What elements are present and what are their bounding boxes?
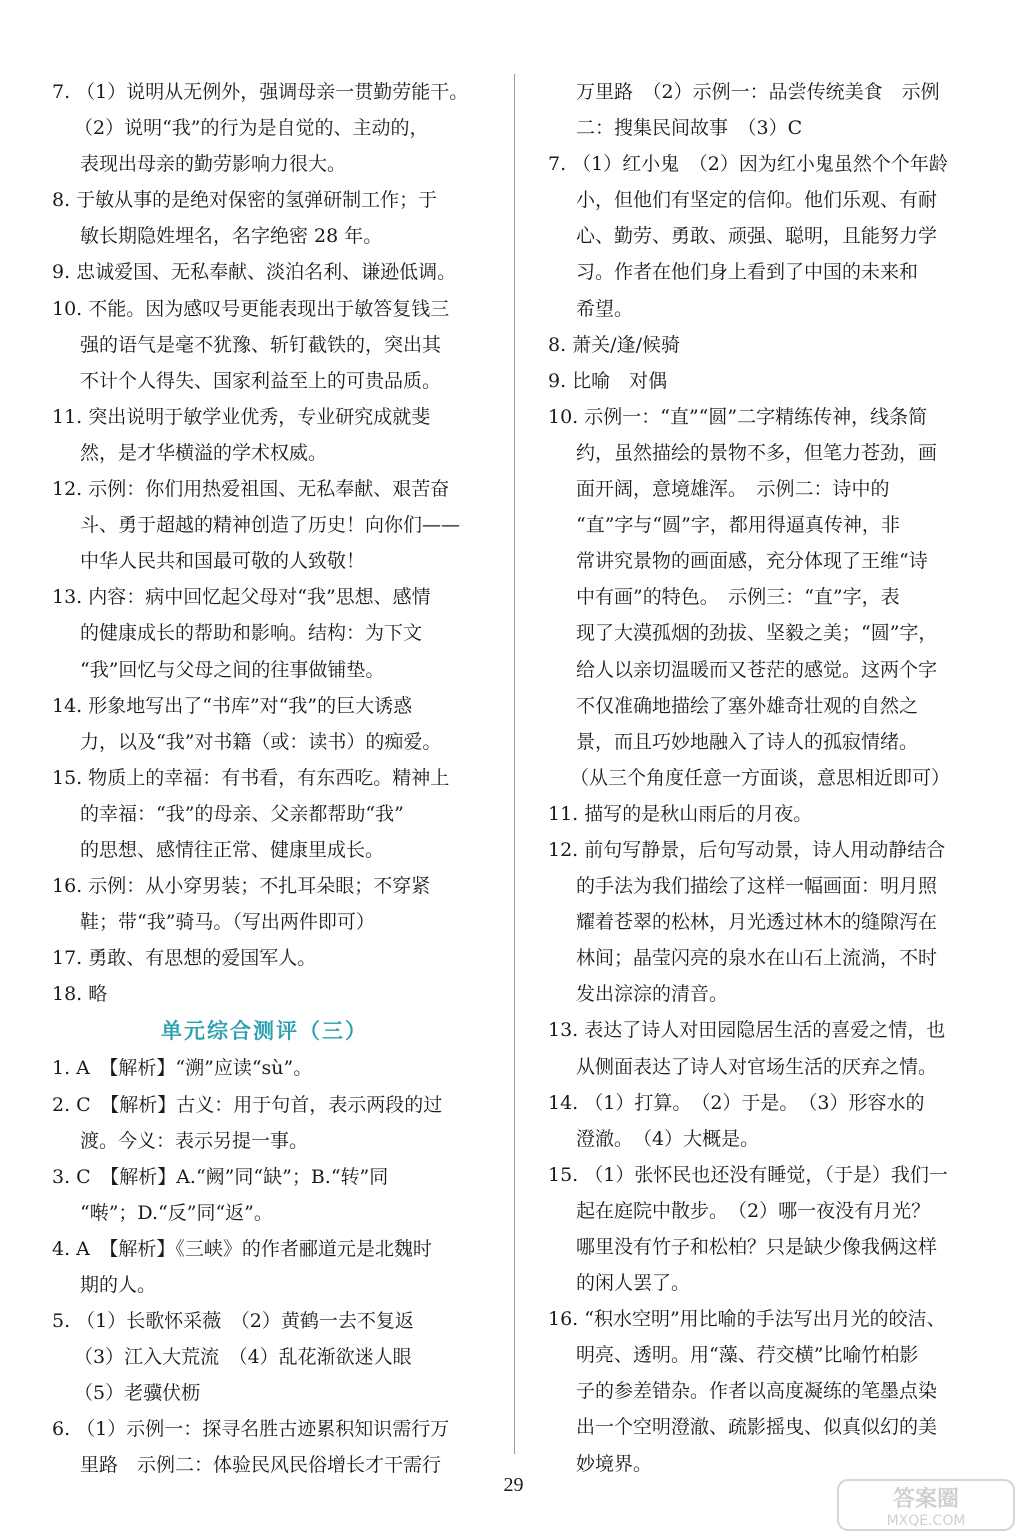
answer-line: 的手法为我们描绘了这样一幅画面：明月照 xyxy=(576,875,938,898)
answer-line: 妙境界。 xyxy=(576,1452,653,1475)
answer-line: 面开阔，意境雄浑。 示例二：诗中的 xyxy=(576,478,890,501)
right-answer-list xyxy=(548,74,973,1482)
answer-line: 的闲人罢了。 xyxy=(576,1272,691,1295)
answer-line: 敏长期隐姓埋名，名字绝密 28 年。 xyxy=(80,225,383,248)
answer-line: 心、勤劳、勇敢、顽强、聪明，且能努力学 xyxy=(576,225,938,248)
answer-line: 13. 内容：病中回忆起父母对“我”思想、感情 xyxy=(52,586,431,609)
svg-text:答案圈: 答案圈 xyxy=(892,1487,960,1512)
left-answer-item xyxy=(52,579,477,687)
answer-line: 7. （1）说明从无例外，强调母亲一贯勤劳能干。 xyxy=(52,81,469,103)
right-answer-item xyxy=(548,74,973,146)
answer-line: 8. 萧关/逢/候骑 xyxy=(548,333,680,356)
left-answer-item xyxy=(52,1159,477,1231)
answer-line: 的思想、感情往正常、健康里成长。 xyxy=(80,838,385,861)
left-answer-item xyxy=(52,254,477,290)
answer-line: 约，虽然描绘的景物不多，但笔力苍劲，画 xyxy=(576,441,938,464)
answer-line: 9. 忠诚爱国、无私奉献、淡泊名利、谦逊低调。 xyxy=(52,261,457,284)
right-answer-item xyxy=(548,146,973,326)
left-answer-list xyxy=(52,74,477,1012)
answer-line: 二：搜集民间故事 （3）C xyxy=(576,117,803,140)
answer-line: 希望。 xyxy=(576,297,634,320)
answer-line: 里路 示例二：体验民风民俗增长才干需行 xyxy=(80,1454,442,1477)
answer-line: 的健康成长的帮助和影响。结构：为下文 xyxy=(80,622,423,645)
left-answer-item xyxy=(52,868,477,940)
answer-line: 1. A 【解析】“溯”应读“sù”。 xyxy=(52,1057,313,1080)
answer-line: 10. 示例一：“直”“圆”二字精练传神，线条简 xyxy=(548,405,928,428)
answer-line: “啭”；D.“反”同“返”。 xyxy=(80,1201,273,1224)
answer-line: 万里路 （2）示例一：品尝传统美食 示例 xyxy=(576,81,940,103)
column-divider xyxy=(514,74,515,1454)
answer-line: 景，而且巧妙地融入了诗人的孤寂情绪。 xyxy=(576,730,919,753)
answer-line: 中有画”的特色。 示例三：“直”字，表 xyxy=(576,586,900,609)
left-answer-list-after-title xyxy=(52,1050,477,1483)
left-answer-item xyxy=(52,1050,477,1086)
right-answer-item xyxy=(548,399,973,796)
answer-line: 的幸福：“我”的母亲、父亲都帮助“我” xyxy=(80,802,404,825)
answer-line: （2）说明“我”的行为是自觉的、主动的， xyxy=(74,117,429,140)
answer-line: 6. （1）示例一：探寻名胜古迹累积知识需行万 xyxy=(52,1418,450,1441)
answer-line: 13. 表达了诗人对田园隐居生活的喜爱之情，也 xyxy=(548,1019,946,1042)
answer-line: 16. “积水空明”用比喻的手法写出月光的皎洁、 xyxy=(548,1308,946,1331)
answer-line: 哪里没有竹子和松柏？只是缺少像我俩这样 xyxy=(576,1236,938,1258)
answer-line: 习。作者在他们身上看到了中国的未来和 xyxy=(576,261,919,284)
right-answer-item xyxy=(548,327,973,363)
answer-line: 2. C 【解析】古义：用于句首，表示两段的过 xyxy=(52,1093,443,1116)
left-answer-item xyxy=(52,182,477,254)
answer-line: 7. （1）红小鬼 （2）因为红小鬼虽然个个年龄 xyxy=(548,153,948,176)
left-column xyxy=(52,74,477,1484)
svg-text:MXQE.COM: MXQE.COM xyxy=(886,1513,966,1529)
answer-line: 11. 描写的是秋山雨后的月夜。 xyxy=(548,802,813,825)
left-answer-item xyxy=(52,291,477,399)
left-answer-item xyxy=(52,688,477,760)
answer-line: 小，但他们有坚定的信仰。他们乐观、有耐 xyxy=(576,189,938,212)
answer-line: 9. 比喻 对偶 xyxy=(548,369,668,392)
answer-line: 耀着苍翠的松林，月光透过林木的缝隙泻在 xyxy=(576,911,938,934)
right-answer-item xyxy=(548,1012,973,1084)
right-column xyxy=(548,74,973,1482)
section-title: 单元综合测评（三） xyxy=(161,1019,368,1044)
answer-line: 强的语气是毫不犹豫、斩钉截铁的，突出其 xyxy=(80,333,442,356)
answer-line: 14. 形象地写出了“书库”对“我”的巨大诱惑 xyxy=(52,694,413,717)
answer-line: 子的参差错杂。作者以高度凝练的笔墨点染 xyxy=(576,1380,938,1403)
answer-line: 起在庭院中散步。 （2）哪一夜没有月光？ xyxy=(576,1199,931,1222)
answer-line: 14. （1）打算。 （2）于是。 （3）形容水的 xyxy=(548,1091,925,1114)
answer-line: “直”字与“圆”字，都用得逼真传神，非 xyxy=(576,514,900,537)
answer-line: 林间；晶莹闪亮的泉水在山石上流淌，不时 xyxy=(576,947,938,970)
answer-line: 常讲究景物的画面感，充分体现了王维“诗 xyxy=(576,550,928,573)
answer-line: 发出淙淙的清音。 xyxy=(576,983,729,1006)
right-answer-item xyxy=(548,796,973,832)
answer-line: 8. 于敏从事的是绝对保密的氢弹研制工作；于 xyxy=(52,189,438,212)
right-answer-item xyxy=(548,1157,973,1301)
watermark-logo xyxy=(836,1478,1016,1532)
answer-line: （5）老骥伏枥 xyxy=(74,1382,201,1405)
left-answer-item xyxy=(52,471,477,579)
answer-line: 16. 示例：从小穿男装；不扎耳朵眼；不穿紧 xyxy=(52,875,431,898)
answer-line: 12. 示例：你们用热爱祖国、无私奉献、艰苦奋 xyxy=(52,478,450,501)
answer-line: 不仅准确地描绘了塞外雄奇壮观的自然之 xyxy=(576,694,919,717)
left-answer-item xyxy=(52,760,477,868)
right-answer-item xyxy=(548,832,973,1012)
answer-line: 18. 略 xyxy=(52,983,108,1006)
answer-line: “我”回忆与父母之间的往事做铺垫。 xyxy=(80,658,385,681)
page-number: 29 xyxy=(503,1474,524,1496)
answer-line: 渡。今义：表示另提一事。 xyxy=(80,1129,309,1152)
left-answer-item xyxy=(52,74,477,182)
answer-line: 17. 勇敢、有思想的爱国军人。 xyxy=(52,947,317,970)
answer-line: 现了大漠孤烟的劲拔、坚毅之美；“圆”字， xyxy=(576,622,938,645)
answer-line: （3）江入大荒流 （4）乱花渐欲迷人眼 xyxy=(74,1346,412,1369)
left-answer-item xyxy=(52,976,477,1012)
answer-line: 鞋；带“我”骑马。（写出两件即可） xyxy=(80,911,375,934)
answer-line: 给人以亲切温暖而又苍茫的感觉。这两个字 xyxy=(576,658,938,681)
answer-line: 10. 不能。因为感叹号更能表现出于敏答复钱三 xyxy=(52,297,450,320)
answer-line: 期的人。 xyxy=(80,1274,157,1296)
answer-line: 5. （1）长歌怀采薇 （2）黄鹤一去不复返 xyxy=(52,1310,414,1333)
answer-line: 4. A 【解析】《三峡》的作者郦道元是北魏时 xyxy=(52,1237,432,1260)
answer-line: 澄澈。 （4）大概是。 xyxy=(576,1127,760,1150)
answer-line: 表现出母亲的勤劳影响力很大。 xyxy=(80,153,347,176)
answer-line: 斗、勇于超越的精神创造了历史！向你们—— xyxy=(80,514,461,537)
answer-line: 12. 前句写静景，后句写动景，诗人用动静结合 xyxy=(548,838,946,861)
left-answer-item xyxy=(52,1087,477,1159)
answer-line: 从侧面表达了诗人对官场生活的厌弃之情。 xyxy=(576,1055,938,1078)
answer-line: 15. 物质上的幸福：有书看，有东西吃。精神上 xyxy=(52,766,450,789)
answer-line: （从三个角度任意一方面谈，意思相近即可） xyxy=(570,766,951,789)
left-answer-item xyxy=(52,1303,477,1411)
answer-line: 中华人民共和国最可敬的人致敬！ xyxy=(80,550,366,573)
left-answer-item xyxy=(52,399,477,471)
answer-line: 然，是才华横溢的学术权威。 xyxy=(80,441,328,464)
left-answer-item xyxy=(52,940,477,976)
answer-line: 15. （1）张怀民也还没有睡觉，（于是）我们一 xyxy=(548,1163,948,1186)
right-answer-item xyxy=(548,1301,973,1481)
right-answer-item xyxy=(548,1085,973,1157)
left-answer-item xyxy=(52,1411,477,1483)
answer-line: 出一个空明澄澈、疏影摇曳、似真似幻的美 xyxy=(576,1416,938,1439)
right-answer-item xyxy=(548,363,973,399)
answer-line: 力，以及“我”对书籍（或：读书）的痴爱。 xyxy=(80,730,442,753)
answer-line: 不计个人得失、国家利益至上的可贵品质。 xyxy=(80,369,442,392)
answer-line: 11. 突出说明于敏学业优秀，专业研究成就斐 xyxy=(52,405,431,428)
left-answer-item xyxy=(52,1231,477,1303)
answer-line: 明亮、透明。用“藻、荇交横”比喻竹柏影 xyxy=(576,1344,919,1367)
answer-line: 3. C 【解析】A.“阙”同“缺”；B.“转”同 xyxy=(52,1165,389,1188)
